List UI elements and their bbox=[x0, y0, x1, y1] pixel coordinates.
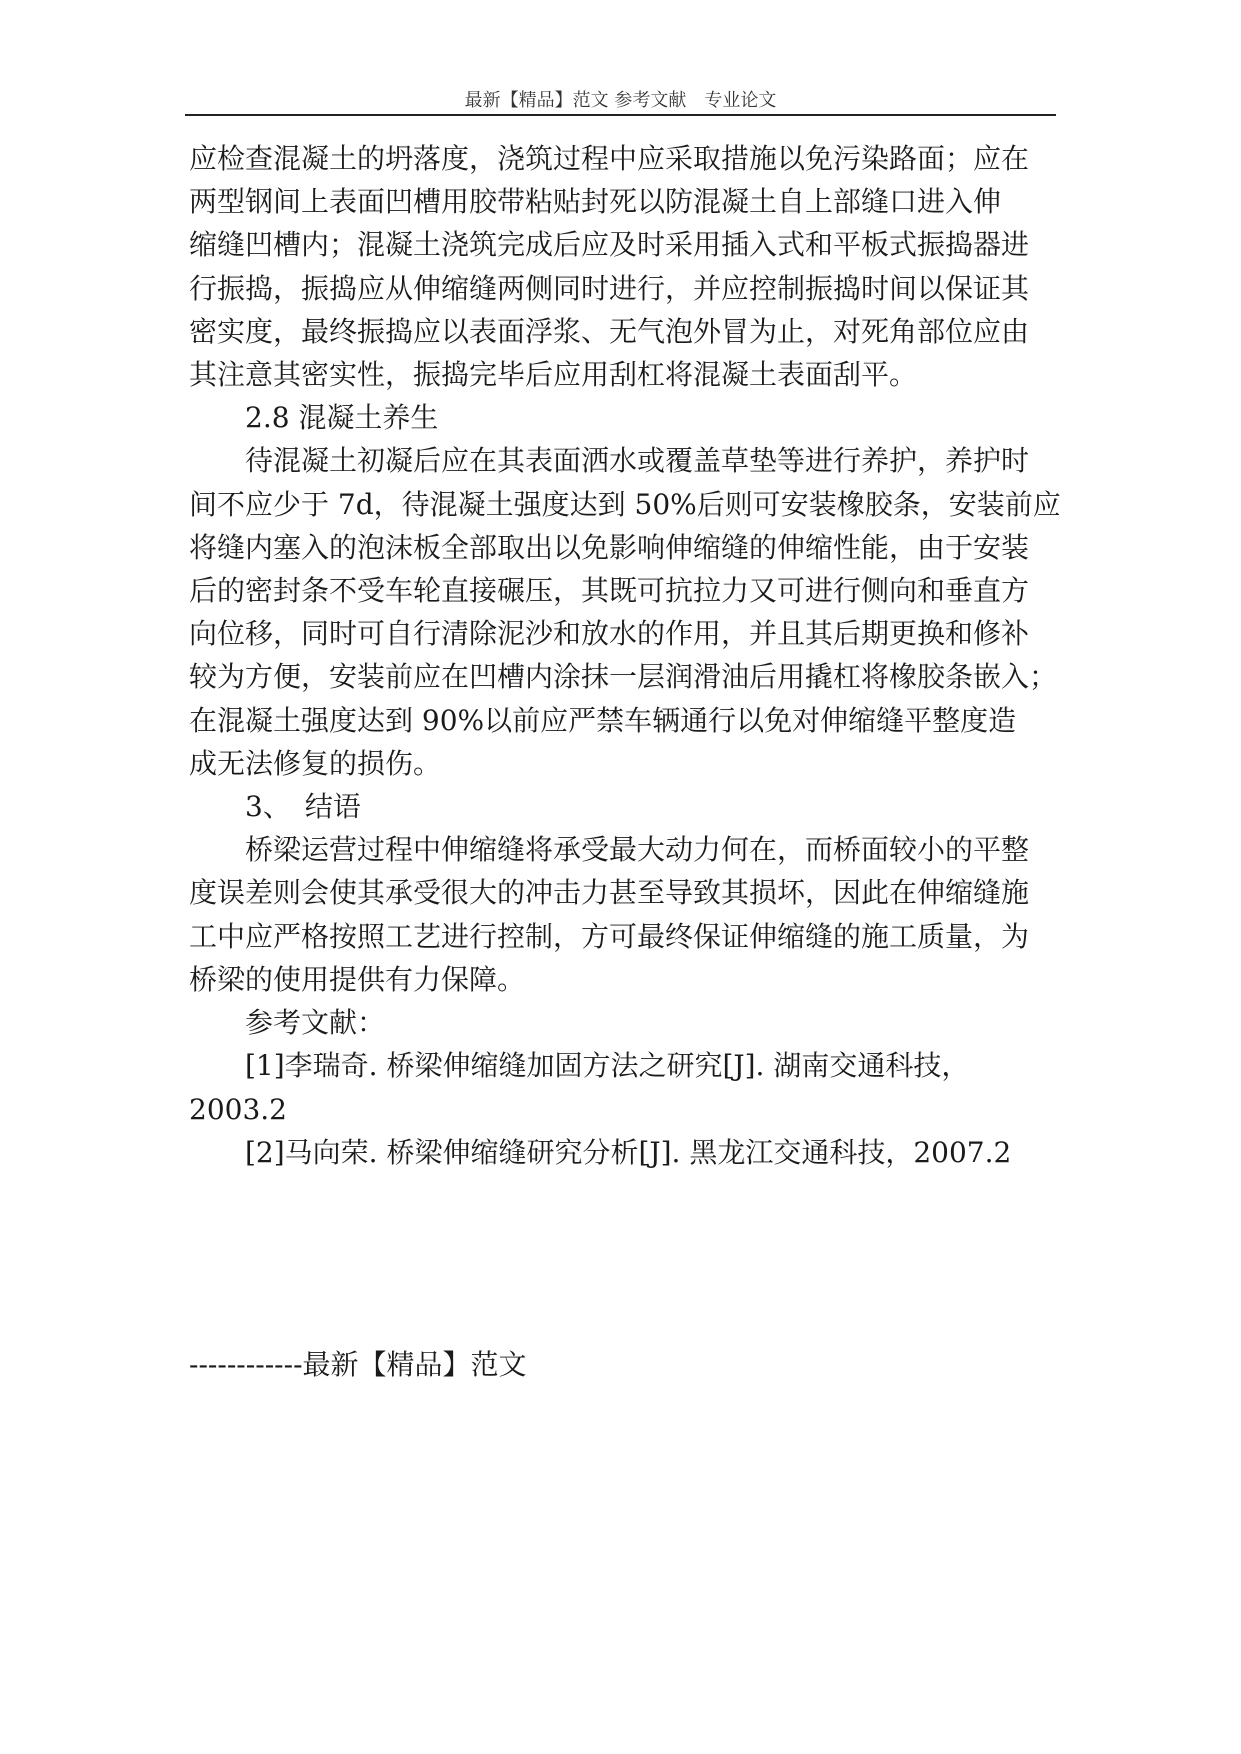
body-line: 在混凝土强度达到 90%以前应严禁车辆通行以免对伸缩缝平整度造 bbox=[189, 704, 1017, 737]
reference-item-continued: 2003.2 bbox=[189, 1093, 287, 1126]
references-heading: 参考文献： bbox=[245, 1006, 386, 1039]
reference-item: [2]马向荣. 桥梁伸缩缝研究分析[J]. 黑龙江交通科技，2007.2 bbox=[245, 1136, 1012, 1169]
body-line: 桥梁的使用提供有力保障。 bbox=[189, 963, 526, 996]
body-line: 两型钢间上表面凹槽用胶带粘贴封死以防混凝土自上部缝口进入伸 bbox=[189, 185, 1002, 218]
body-line: 成无法修复的损伤。 bbox=[189, 747, 442, 780]
body-line: 其注意其密实性，振捣完毕后应用刮杠将混凝土表面刮平。 bbox=[189, 358, 918, 391]
page-header: 最新【精品】范文 参考文献 专业论文 bbox=[464, 90, 777, 111]
body-line: 后的密封条不受车轮直接碾压，其既可抗拉力又可进行侧向和垂直方 bbox=[189, 574, 1030, 607]
body-line: 行振捣，振捣应从伸缩缝两侧同时进行，并应控制振捣时间以保证其 bbox=[189, 272, 1030, 305]
body-line: 待混凝土初凝后应在其表面洒水或覆盖草垫等进行养护，养护时 bbox=[245, 444, 1030, 477]
body-line: 缩缝凹槽内；混凝土浇筑完成后应及时采用插入式和平板式振捣器进 bbox=[189, 228, 1030, 261]
body-line: 将缝内塞入的泡沫板全部取出以免影响伸缩缝的伸缩性能，由于安装 bbox=[189, 531, 1030, 564]
page-footer: ------------最新【精品】范文 bbox=[189, 1348, 527, 1381]
section-heading: 2.8 混凝土养生 bbox=[245, 401, 439, 434]
body-line: 密实度，最终振捣应以表面浮浆、无气泡外冒为止，对死角部位应由 bbox=[189, 315, 1030, 348]
section-heading: 3、 结语 bbox=[245, 790, 361, 823]
body-line: 间不应少于 7d，待混凝土强度达到 50%后则可安装橡胶条，安装前应 bbox=[189, 488, 1061, 521]
reference-item: [1]李瑞奇. 桥梁伸缩缝加固方法之研究[J]. 湖南交通科技， bbox=[245, 1049, 970, 1082]
body-line: 较为方便，安装前应在凹槽内涂抹一层润滑油后用撬杠将橡胶条嵌入； bbox=[189, 660, 1058, 693]
body-line: 工中应严格按照工艺进行控制，方可最终保证伸缩缝的施工质量，为 bbox=[189, 920, 1030, 953]
body-line: 向位移，同时可自行清除泥沙和放水的作用，并且其后期更换和修补 bbox=[189, 617, 1030, 650]
header-divider bbox=[185, 114, 1056, 116]
body-line: 应检查混凝土的坍落度，浇筑过程中应采取措施以免污染路面；应在 bbox=[189, 142, 1030, 175]
body-line: 桥梁运营过程中伸缩缝将承受最大动力何在，而桥面较小的平整 bbox=[245, 833, 1030, 866]
body-line: 度误差则会使其承受很大的冲击力甚至导致其损坏，因此在伸缩缝施 bbox=[189, 876, 1030, 909]
